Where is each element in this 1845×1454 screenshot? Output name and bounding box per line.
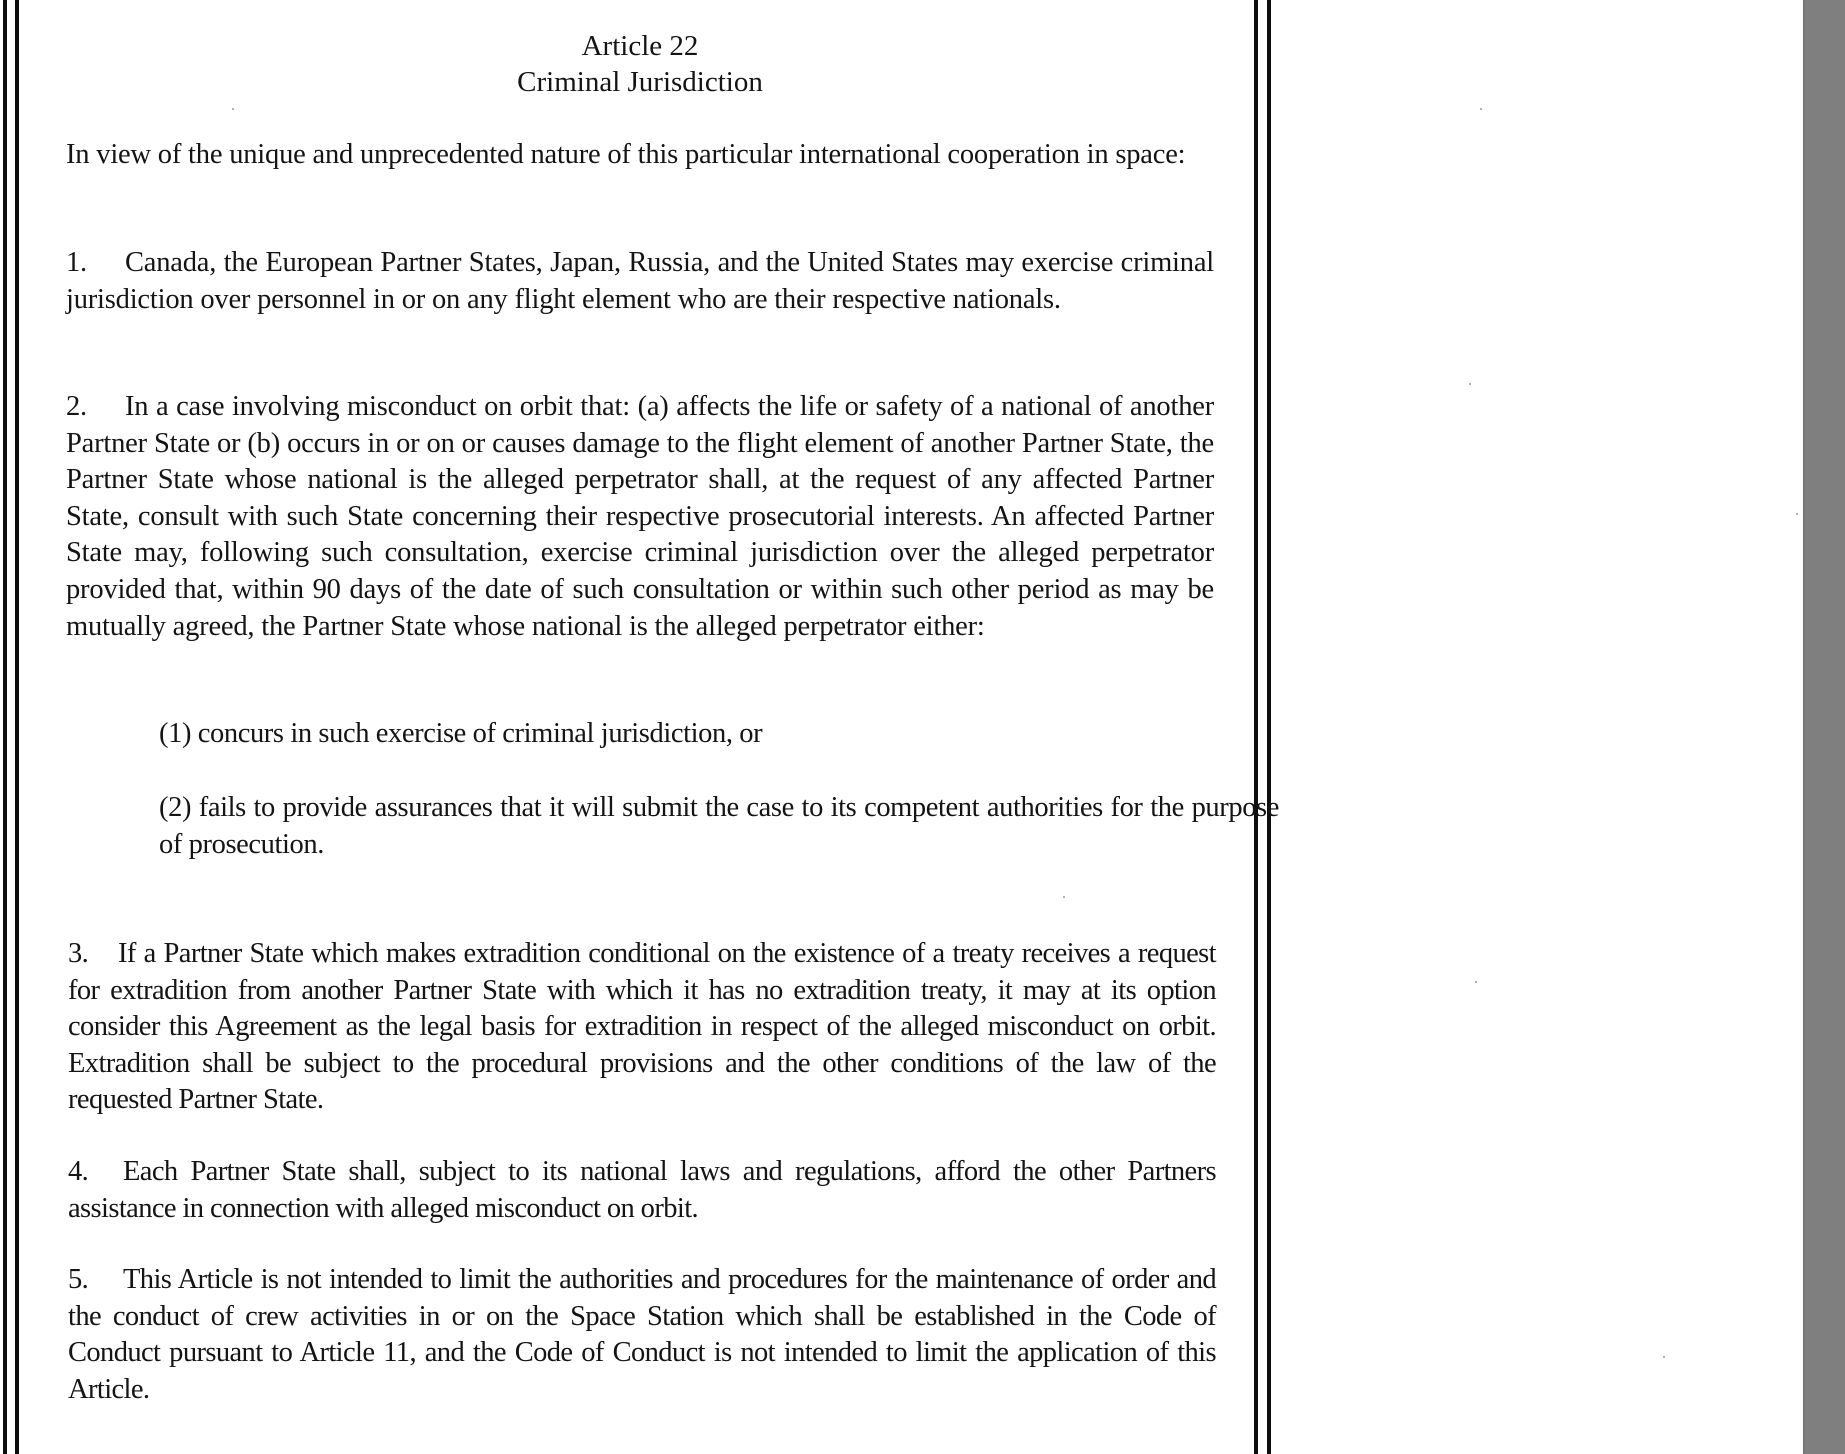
paragraph-2 [66, 389, 1214, 645]
paragraph-text: Canada, the European Partner States, Japan, Russia, and the United States may exercise criminal jurisdiction over personnel in or on any flight element who are their respective nationals. [66, 247, 1214, 315]
paragraph-text: In a case involving misconduct on orbit that: (a) affects the life or safety of a national of another Partner State or (b) occurs in or on or causes damage to the flight element of another Partner State, the Partner State whose national is the alleged perpetrator shall, at the request of any affected Partner State, consult with such State concerning their respective prosecutorial interests. An affected Partner State may, following such consultation, exercise criminal jurisdiction over the alleged perpetrator provided that, within 90 days of the date of such consultation or within such other period as may be mutually agreed, the Partner State whose national is the alleged perpetrator either: [66, 391, 1214, 642]
paragraph-4 [68, 1154, 1216, 1227]
scan-speck [1475, 981, 1477, 983]
scan-speck [1796, 513, 1798, 515]
paragraph-number: 4. [68, 1156, 89, 1187]
paragraph-3 [68, 936, 1216, 1119]
paragraph-5 [68, 1262, 1216, 1408]
paragraph-text: Each Partner State shall, subject to its national laws and regulations, afford the other Partners assistance in connection with alleged misconduct on orbit. [68, 1156, 1216, 1224]
page-border-left-outer [3, 0, 7, 1454]
paragraph-number: 2. [66, 391, 87, 422]
subitem-2: (2) fails to provide assurances that it will submit the case to its competent authorities for the purpose of prosecution. [159, 792, 1279, 860]
scan-speck [1663, 1356, 1665, 1358]
paragraph-number: 3. [68, 938, 89, 969]
subitem-1: (1) concurs in such exercise of criminal jurisdiction, or [159, 718, 763, 749]
intro-paragraph: In view of the unique and unprecedented nature of this particular international cooperation in space: [66, 139, 1186, 170]
scan-speck [1469, 383, 1471, 385]
scan-speck [232, 108, 234, 110]
paragraph-number: 1. [66, 247, 87, 278]
paragraph-text: If a Partner State which makes extradition conditional on the existence of a treaty receives a request for extradition from another Partner State with which it has no extradition treaty, it may at its option consider this Agreement as the legal basis for extradition in respect of the alleged misconduct on orbit. Extradition shall be subject to the procedural provisions and the other conditions of the law of the requested Partner State. [68, 938, 1216, 1116]
paragraph-1 [66, 245, 1214, 318]
paragraph-number: 5. [68, 1264, 89, 1295]
paragraph-text: This Article is not intended to limit the authorities and procedures for the maintenance of order and the conduct of crew activities in or on the Space Station which shall be established in the Code of Conduct pursuant to Article 11, and the Code of Conduct is not intended to limit the application of this Article. [68, 1264, 1216, 1405]
article-number: Article 22 [581, 30, 699, 62]
scan-speck [1063, 896, 1065, 898]
article-title: Criminal Jurisdiction [517, 66, 763, 98]
page-border-left-inner [15, 0, 19, 1454]
scan-speck [1480, 108, 1482, 110]
vertical-scrollbar[interactable] [1803, 0, 1845, 1454]
